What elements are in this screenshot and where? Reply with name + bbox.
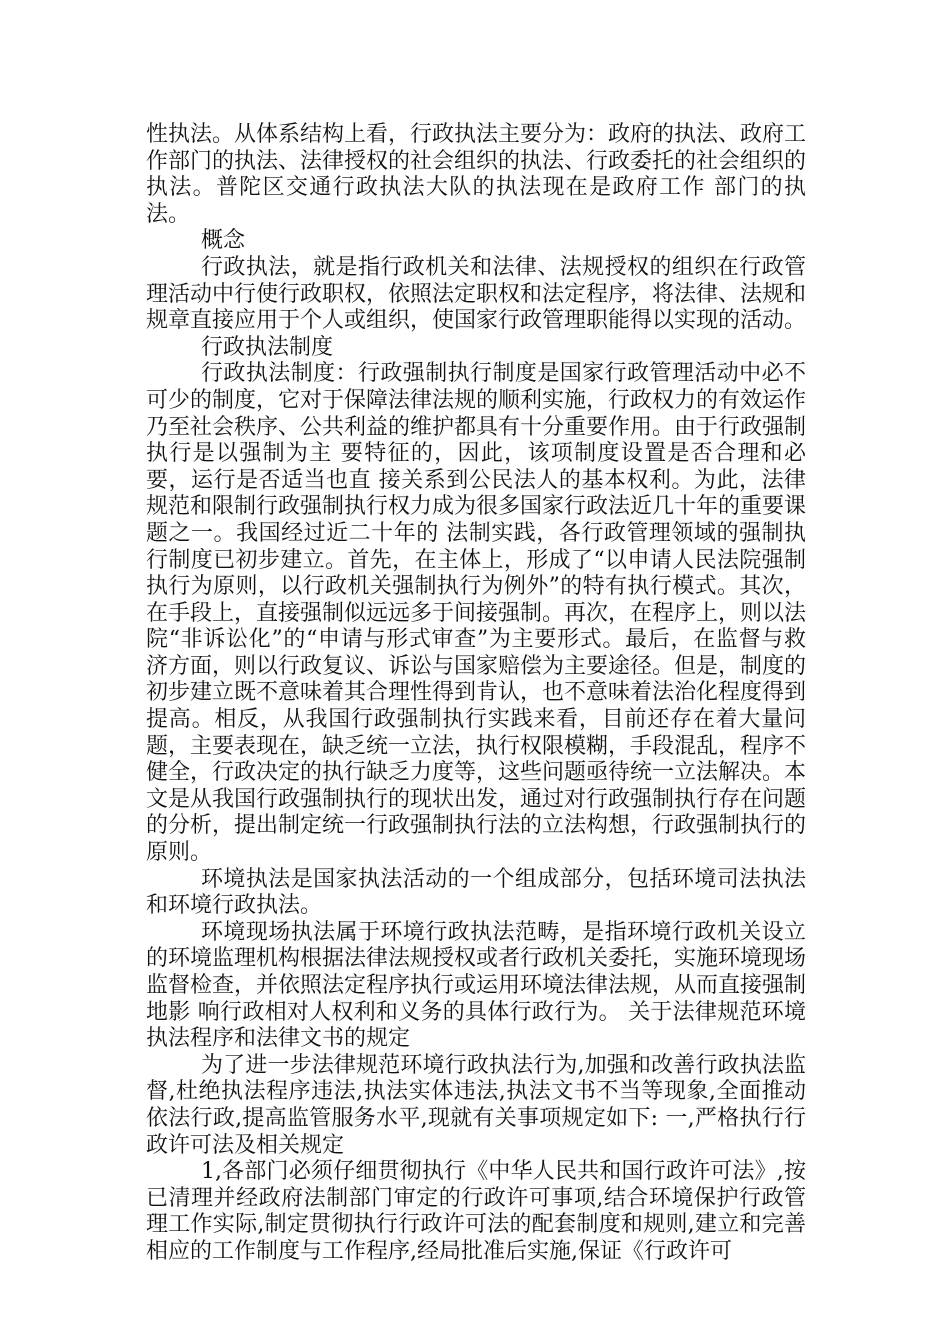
section-heading-enforcement-system: 行政执法制度 [201, 334, 334, 360]
document-page [146, 122, 806, 1266]
body-paragraph: 环境执法是国家执法活动的一个组成部分，包括环境司法执法和环境行政执法。 [146, 866, 806, 919]
body-paragraph: 为了进一步法律规范环境行政执法行为,加强和改善行政执法监督,杜绝执法程序违法,执法实体违法,执法文书不当等现象,全面推动依法行政,提高监管服务水平,现就有关事项规定如下: 一,严格执行行政许可法及相关规定 [146, 1052, 806, 1158]
body-paragraph: 环境现场执法属于环境行政执法范畴，是指环境行政机关设立的环境监理机构根据法律法规授权或者行政机关委托，实施环境现场监督检查，并依照法定程序执行或运用环境法律法规，从而直接强制地影 响行政相对人权利和义务的具体行政行为。 关于法律规范环境执法程序和法律文书的规定 [146, 919, 807, 1052]
body-paragraph: 行政执法，就是指行政机关和法律、法规授权的组织在行政管理活动中行使行政职权，依照法定职权和法定程序，将法律、法规和规章直接应用于个人或组织，使国家行政管理职能得以实现的活动。 [146, 254, 807, 334]
body-paragraph: 1,各部门必须仔细贯彻执行《中华人民共和国行政许可法》,按已清理并经政府法制部门审定的行政许可事项,结合环境保护行政管理工作实际,制定贯彻执行行政许可法的配套制度和规则,建立和完善相应的工作制度与工作程序,经局批准后实施,保证《行政许可 [146, 1159, 806, 1264]
body-paragraph: 性执法。从体系结构上看，行政执法主要分为：政府的执法、政府工作部门的执法、法律授权的社会组织的执法、行政委托的社会组织的执法。普陀区交通行政执法大队的执法现在是政府工作 部门的执法。 [146, 122, 807, 227]
section-heading-concept: 概念 [201, 228, 246, 254]
body-paragraph: 行政执法制度：行政强制执行制度是国家行政管理活动中必不可少的制度，它对于保障法律法规的顺利实施，行政权力的有效运作乃至社会秩序、公共利益的维护都具有十分重要作用。由于行政强制执行是以强制为主 要特征的，因此，该项制度设置是否合理和必要，运行是否适当也直 接关系到公民法人的基本权利。为此，法律规范和限制行政强制执行权力成为很多国家行政法近几十年的重要课题之一。我国经过近二十年的 法制实践，各行政管理领域的强制执行制度已初步建立。首先，在主体上，形成了“以申请人民法院强制执行为原则，以行政机关强制执行为例外”的特有执行模式。其次，在手段上，直接强制似远远多于间接强制。再次，在程序上，则以法院“非诉讼化”的“申请与形式审查”为主要形式。最后，在监督与救济方面，则以行政复议、诉讼与国家赔偿为主要途径。但是，制度的初步建立既不意味着其合理性得到肯认，也不意味着法治化程度得到提高。相反，从我国行政强制执行实践来看，目前还存在着大量问题，主要表现在，缺乏统一立法，执行权限模糊，手段混乱，程序不健全，行政决定的执行缺乏力度等，这些问题亟待统一立法解决。本文是从我国行政强制执行的现状出发，通过对行政强制执行存在问题的分析，提出制定统一行政强制执行法的立法构想，行政强制执行的原则。 [146, 361, 807, 866]
